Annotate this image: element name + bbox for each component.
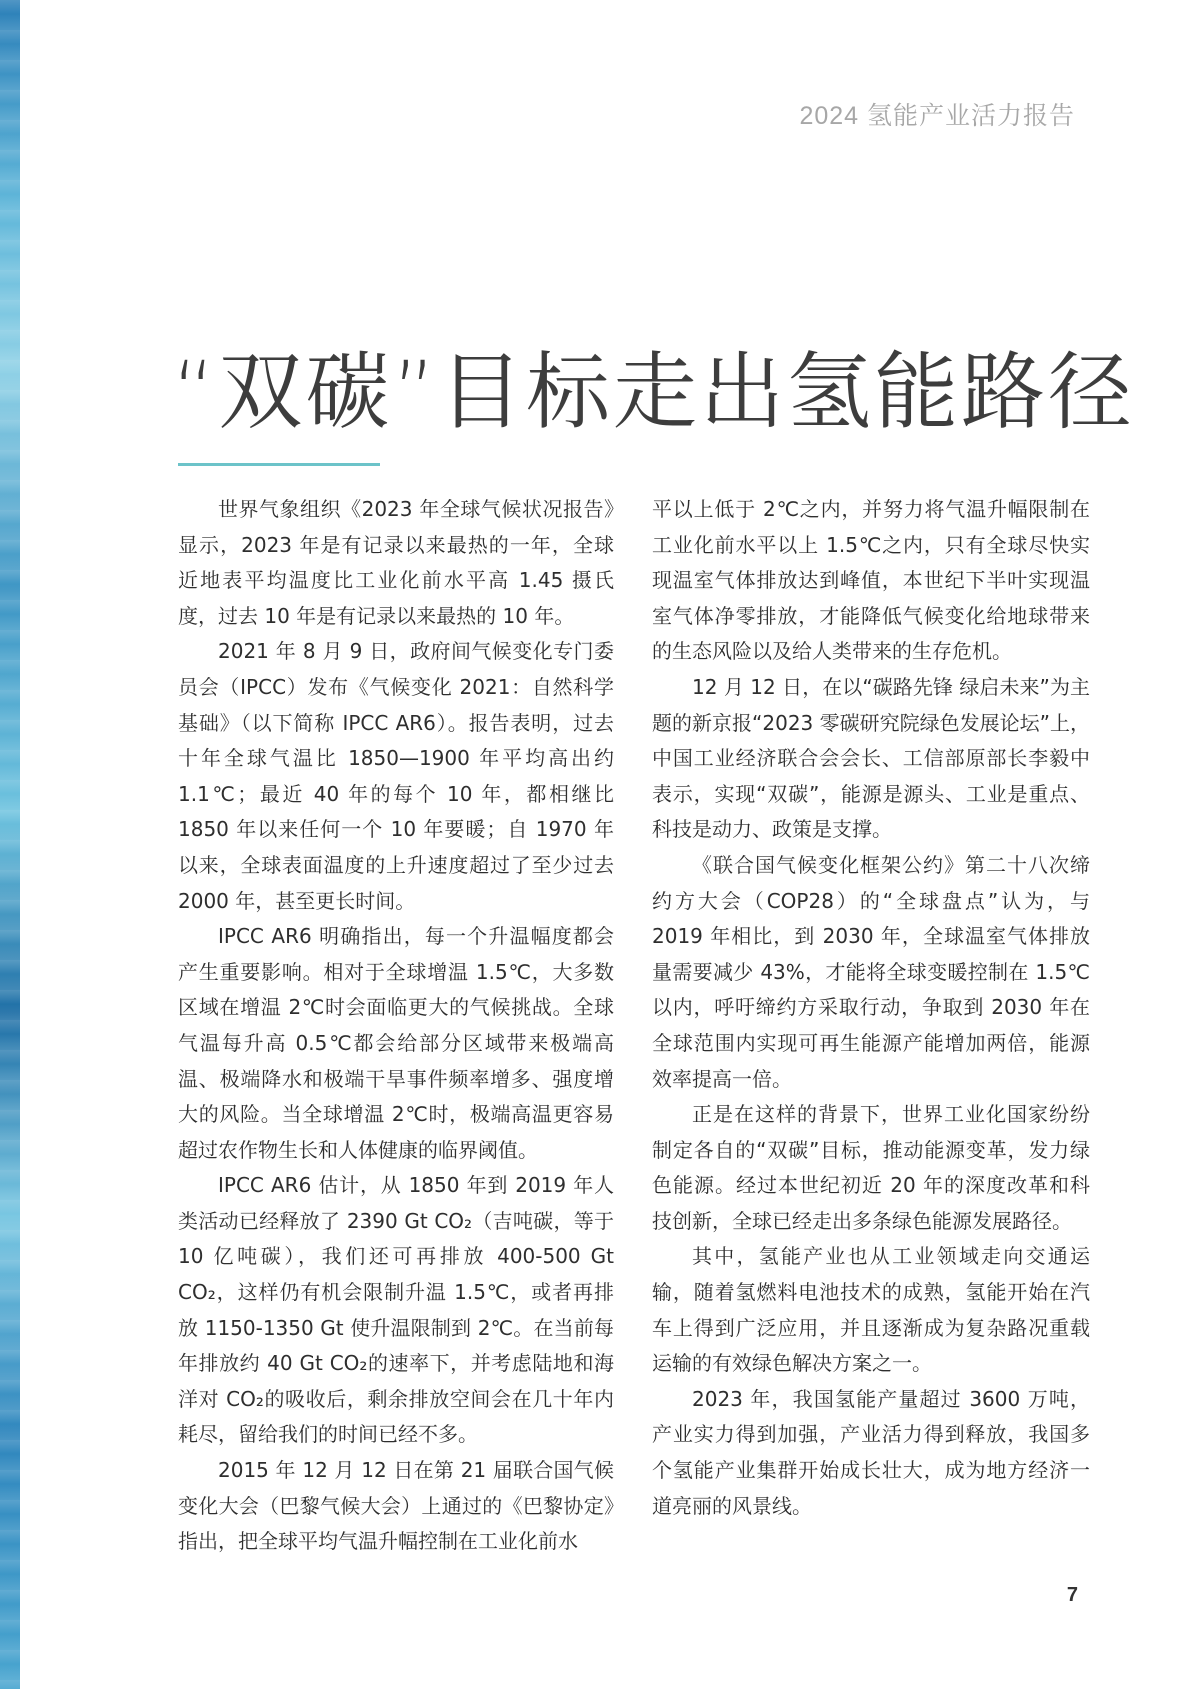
paragraph: 2023 年，我国氢能产量超过 3600 万吨，产业实力得到加强，产业活力得到释放，我国多个氢能产业集群开始成长壮大，成为地方经济一道亮丽的风景线。 (652, 1386, 1090, 1518)
article-right-column (652, 492, 1090, 1524)
paragraph: 2015 年 12 月 12 日在第 21 届联合国气候变化大会（巴黎气候大会）上通过的《巴黎协定》指出，把全球平均气温升幅控制在工业化前水 (178, 1458, 614, 1554)
paragraph: 世界气象组织《2023 年全球气候状况报告》显示，2023 年是有记录以来最热的一年，全球近地表平均温度比工业化前水平高 1.45 摄氏度，过去 10 年是有记录以来最热的 10 年。 (178, 497, 614, 628)
paragraph: 正是在这样的背景下，世界工业化国家纷纷制定各自的“双碳”目标，推动能源变革，发力绿色能源。经过本世纪初近 20 年的深度改革和科技创新，全球已经走出多条绿色能源发展路径。 (652, 1102, 1090, 1233)
article-left-column (178, 492, 614, 1560)
article-title: “双碳”目标走出氢能路径 (172, 343, 1136, 441)
paragraph: 《联合国气候变化框架公约》第二十八次缔约方大会（COP28）的“全球盘点”认为，与 2019 年相比，到 2030 年，全球温室气体排放量需要减少 43%，才能将全球变暖控制在 1.5℃以内，呼吁缔约方采取行动，争取到 2030 年在全球范围内实现可再生能源产能增加两倍，能源效率提高一倍。 (652, 852, 1090, 1091)
paragraph: 12 月 12 日，在以“碳路先锋 绿启未来”为主题的新京报“2023 零碳研究院绿色发展论坛”上，中国工业经济联合会会长、工信部原部长李毅中表示，实现“双碳”，能源是源头、工业是重点、科技是动力、政策是支撑。 (652, 674, 1090, 842)
paragraph: 2021 年 8 月 9 日，政府间气候变化专门委员会（IPCC）发布《气候变化 2021：自然科学基础》（以下简称 IPCC AR6）。报告表明，过去十年全球气温比 1850—1900 年平均高出约 1.1℃；最近 40 年的每个 10 年，都相继比 1850 年以来任何一个 10 年要暖；自 1970 年以来，全球表面温度的上升速度超过了至少过去 2000 年，甚至更长时间。 (178, 639, 614, 913)
title-underline-rule (178, 463, 380, 466)
paragraph: 其中，氢能产业也从工业领域走向交通运输，随着氢燃料电池技术的成熟，氢能开始在汽车上得到广泛应用，并且逐渐成为复杂路况重载运输的有效绿色解决方案之一。 (652, 1244, 1090, 1376)
paragraph: IPCC AR6 明确指出，每一个升温幅度都会产生重要影响。相对于全球增温 1.5℃，大多数区域在增温 2℃时会面临更大的气候挑战。全球气温每升高 0.5℃都会给部分区域带来极端高温、极端降水和极端干旱事件频率增多、强度增大的风险。当全球增温 2℃时，极端高温更容易超过农作物生长和人体健康的临界阈值。 (178, 924, 614, 1162)
paragraph: IPCC AR6 估计，从 1850 年到 2019 年人类活动已经释放了 2390 Gt CO₂（吉吨碳，等于 10 亿吨碳），我们还可再排放 400-500 Gt CO₂，这样仍有机会限制升温 1.5℃，或者再排放 1150-1350 Gt 使升温限制到 2℃。在当前每年排放约 40 Gt CO₂的速率下，并考虑陆地和海洋对 CO₂的吸收后，剩余排放空间会在几十年内耗尽，留给我们的时间已经不多。 (178, 1173, 614, 1447)
decorative-side-strip (0, 0, 20, 1689)
report-header-title: 2024 氢能产业活力报告 (799, 102, 1075, 130)
paragraph-continuation: 平以上低于 2℃之内，并努力将气温升幅限制在工业化前水平以上 1.5℃之内，只有全球尽快实现温室气体排放达到峰值，本世纪下半叶实现温室气体净零排放，才能降低气候变化给地球带来的生态风险以及给人类带来的生存危机。 (652, 497, 1090, 664)
page-number: 7 (1066, 1584, 1078, 1606)
